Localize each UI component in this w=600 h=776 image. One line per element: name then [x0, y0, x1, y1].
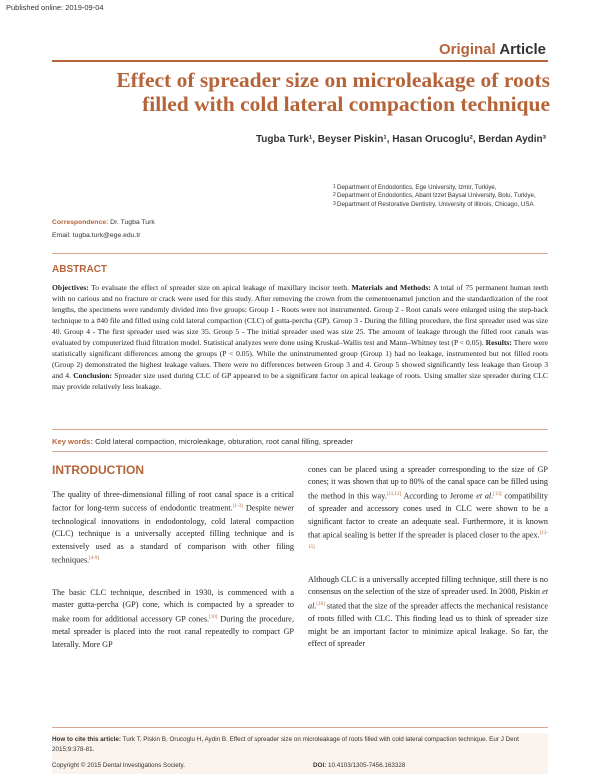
keywords-divider-bottom — [52, 451, 548, 452]
copyright: Copyright © 2015 Dental Investigations Society. — [52, 762, 185, 769]
correspondence-email[interactable]: Email: tugba.turk@ege.edu.tr — [52, 232, 141, 239]
intro-col1-paragraph-1: The quality of three-dimensional filling of root canal space is a critical factor for long-term success of endodontic treatment.[1-3] Despite newer technological innovations in endodontology, cold lateral compaction (CLC) technique is a universally accepted filling technique and is extensively used as a standard of comparison with other filing techniques.[4-9] — [52, 490, 295, 565]
keywords — [52, 437, 353, 446]
published-date: Published online: 2019-09-04 — [6, 3, 104, 12]
article-title — [60, 68, 550, 116]
section-word-original: Original — [439, 41, 496, 58]
abstract-body: Objectives: To evaluate the effect of spreader size on apical leakage of maxillary incisor teeth. Materials and Methods: A total of 75 permanent human teeth with no carious and no fracture or crack were used for this study. After removing the crown from the cementoenamel junction and the standardization of the root lengths, the specimens were randomly divided into five groups: Group 1 - Roots were not instrumented. Group 2 - Root canals were enlarged using the step-back technique to a #40 file and filled using cold lateral compaction (CLC) of gutta-percha (GP). Group 3 - During the filling procedure, the first spreader used was size 40. Group 4 - The first spreader used was size 35. Group 5 - The initial spreader used was size 25. The amount of leakage through the filled root canals was evaluated by computerized fluid filtration model. Statistical analyzes were done using Kruskal–Wallis test and Mann–Whitney test (P < 0.05). Results: There were statistically significant differences among the groups (P < 0.05). While the uninstrumented group (Group 1) had no leakage, instrumented but not filled roots (Group 2) demonstrated the highest leakage values. There were no differences between Group 3 and 4. Group 5 showed significantly less leakage than Group 3 and 4. Conclusion: Spreader size used during CLC of GP appeared to be a significant factor on apical leakage of roots. Using smaller size spreader during CLC may provide relatively less leakage. — [52, 283, 549, 392]
keywords-text: Cold lateral compaction, microleakage, obturation, root canal filling, spreader — [95, 437, 353, 446]
abstract-divider-top — [52, 253, 548, 254]
citation — [52, 735, 548, 755]
title-line-2: filled with cold lateral compaction technique — [142, 92, 550, 116]
keywords-divider — [52, 429, 548, 430]
citation-text: Turk T, Piskin B, Orucoglu H, Aydin B. Effect of spreader size on microleakage of roots filled with cold lateral compaction technique. Eur J Dent 2015;9:378-81. — [52, 736, 519, 753]
citation-divider — [52, 727, 548, 728]
introduction-heading: INTRODUCTION — [52, 463, 144, 477]
keywords-label: Key words: — [52, 437, 93, 446]
intro-col1-paragraph-2: The basic CLC technique, described in 1930, is commenced with a master gutta-percha (GP) cone, which is compacted by a spreader to make room for additional accessory GP cones.[10] During the procedure, metal spreader is placed into the root canal repeatedly to compact GP laterally. More GP — [52, 588, 294, 649]
intro-col2-paragraph-1: cones can be placed using a spreader corresponding to the size of GP cones; it was shown that up to 80% of the canal space can be filled using the method in this way.[11,12] According to Jerome et al.[13] compatibility of spreader and accessory cones used in CLC were shown to be a significant factor to create an adequate seal. Furthermore, it is known that apical sealing is better if the spreader is placed closer to the apex.[13-15] — [308, 465, 548, 551]
affiliation-3: 3 Department of Restorative Dentistry, University of Illinois, Chicago, USA — [333, 200, 534, 208]
correspondence-name: Dr. Tugba Turk — [110, 219, 155, 226]
correspondence — [52, 216, 155, 242]
citation-label: How to cite this article: — [52, 736, 121, 743]
section-word-article: Article — [499, 41, 546, 58]
author-list: Tugba Turk¹, Beyser Piskin¹, Hasan Orucoglu², Berdan Aydin³ — [255, 134, 546, 145]
section-label — [439, 41, 546, 58]
top-divider — [52, 60, 548, 62]
abstract-heading: ABSTRACT — [52, 264, 107, 275]
title-line-1: Effect of spreader size on microleakage of roots — [116, 68, 550, 92]
correspondence-label: Correspondence: — [52, 219, 109, 226]
affiliations — [333, 184, 548, 209]
affiliation-1: 1 Department of Endodontics, Ege University, Izmir, Turkiye, — [333, 184, 497, 191]
doi[interactable]: DOI: 10.4103/1305-7456.163328 — [313, 762, 406, 769]
affiliation-2: 2 Department of Endodontics, Abant Izzet Baysal University, Bolu, Turkiye, — [333, 192, 536, 200]
intro-col2-paragraph-2: Although CLC is a universally accepted filling technique, still there is no consensus on the selection of the size of spreader used. In 2008, Piskin et al.[16] stated that the size of the spreader affects the mechanical resistance of roots filled with CLC. This finding lead us to think of spreader size might be an important factor to minimize apical leakage. So far, the effect of spreader — [308, 575, 548, 648]
